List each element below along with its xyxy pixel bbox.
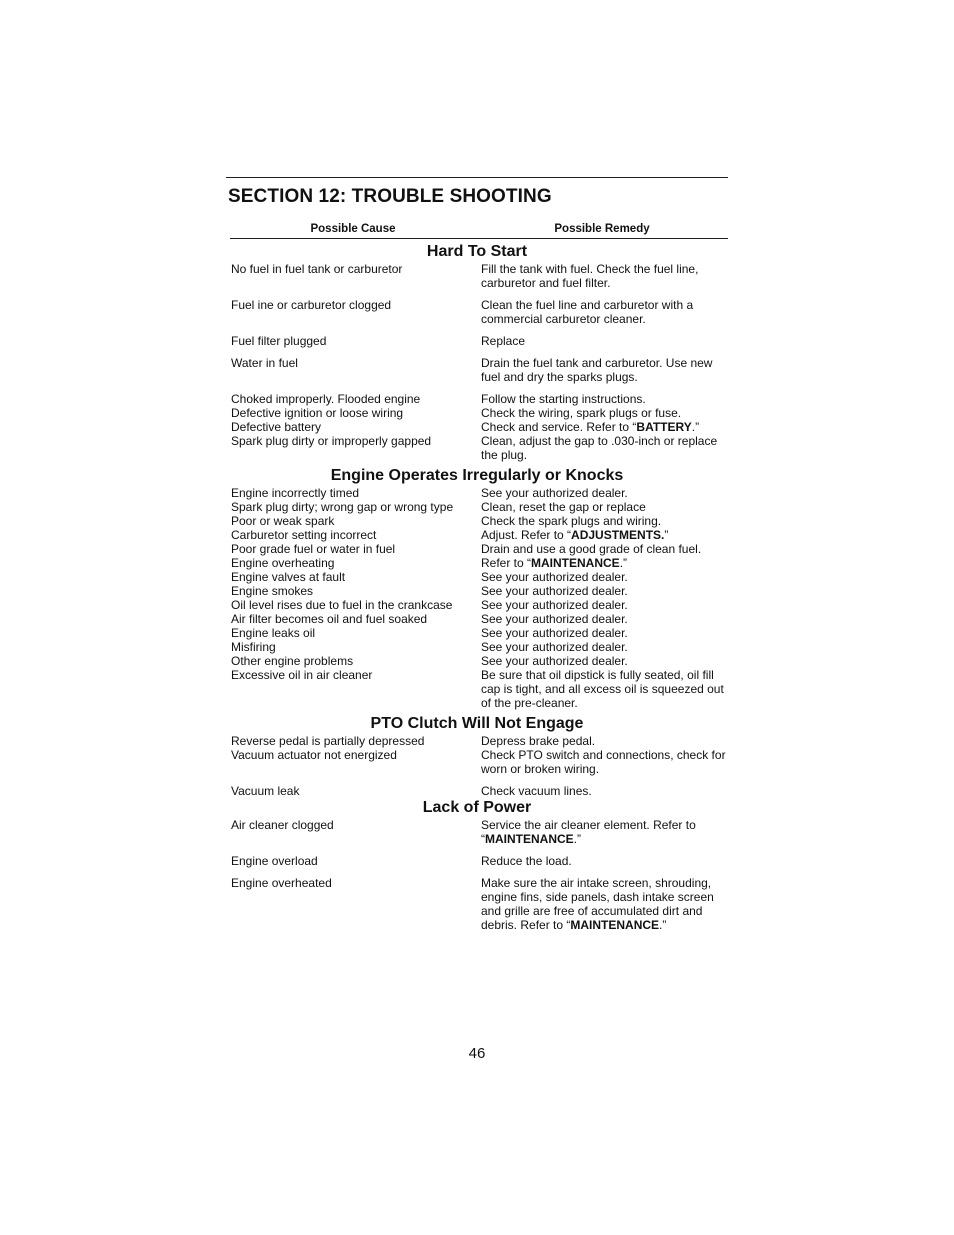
possible-cause: Engine overload <box>231 854 318 868</box>
table-row <box>231 528 728 542</box>
possible-remedy <box>481 612 727 626</box>
possible-remedy <box>481 434 727 462</box>
remedy-text: Clean, adjust the gap to .030-inch or replace the plug. <box>481 434 718 462</box>
table-row <box>231 654 728 668</box>
remedy-text: .” <box>659 918 667 932</box>
column-headers <box>230 222 728 239</box>
table-row <box>231 420 728 434</box>
group-rows <box>231 262 728 462</box>
possible-remedy <box>481 420 727 434</box>
possible-remedy <box>481 262 727 290</box>
remedy-reference: ADJUSTMENTS. <box>571 528 665 542</box>
possible-cause: Fuel filter plugged <box>231 334 327 348</box>
remedy-text: .” <box>691 420 700 434</box>
possible-cause: Air filter becomes oil and fuel soaked <box>231 612 428 626</box>
remedy-text: ” <box>664 528 669 542</box>
table-row <box>231 598 728 612</box>
possible-cause: Choked improperly. Flooded engine <box>231 392 421 406</box>
table-row <box>231 570 728 584</box>
possible-remedy <box>481 598 727 612</box>
possible-remedy <box>481 298 727 326</box>
possible-cause: Misfiring <box>231 640 276 654</box>
remedy-text: See your authorized dealer. <box>481 598 628 612</box>
table-row <box>231 612 728 626</box>
possible-remedy <box>481 668 727 710</box>
remedy-text: .” <box>619 556 628 570</box>
remedy-text: Check and service. Refer to “ <box>481 420 637 434</box>
possible-cause: Vacuum actuator not energized <box>231 748 397 762</box>
group-title: Lack of Power <box>422 799 532 816</box>
remedy-text: Fill the tank with fuel. Check the fuel line, carburetor and fuel filter. <box>481 262 699 290</box>
remedy-column-header: Possible Remedy <box>554 223 650 235</box>
table-row <box>231 876 728 932</box>
troubleshooting-groups <box>226 242 728 932</box>
group-rows <box>231 486 728 710</box>
remedy-text: Service the air cleaner element. Refer to “ <box>481 818 696 846</box>
possible-remedy <box>481 640 727 654</box>
remedy-text: Follow the starting instructions. <box>481 392 646 406</box>
table-row <box>231 298 728 326</box>
possible-cause: Reverse pedal is partially depressed <box>231 734 425 748</box>
manual-page <box>226 177 728 932</box>
remedy-text: Check PTO switch and connections, check for worn or broken wiring. <box>481 748 726 776</box>
possible-remedy <box>481 570 727 584</box>
table-row <box>231 334 728 348</box>
table-row <box>231 542 728 556</box>
possible-cause: Engine leaks oil <box>231 626 316 640</box>
top-rule <box>226 177 728 178</box>
remedy-reference: BATTERY <box>636 420 692 434</box>
table-row <box>231 500 728 514</box>
section-title: SECTION 12: TROUBLE SHOOTING <box>228 186 552 207</box>
possible-remedy <box>481 486 727 500</box>
table-row <box>231 818 728 846</box>
group-title: PTO Clutch Will Not Engage <box>370 715 584 732</box>
remedy-text: Clean, reset the gap or replace <box>481 500 646 514</box>
table-row <box>231 262 728 290</box>
table-row <box>231 584 728 598</box>
table-row <box>231 514 728 528</box>
possible-cause: Water in fuel <box>231 356 298 370</box>
possible-cause: Defective ignition or loose wiring <box>231 406 404 420</box>
table-row <box>231 784 728 798</box>
remedy-text: Reduce the load. <box>481 854 572 868</box>
possible-remedy <box>481 654 727 668</box>
possible-cause: Spark plug dirty or improperly gapped <box>231 434 432 448</box>
possible-remedy <box>481 818 727 846</box>
table-row <box>231 854 728 868</box>
remedy-reference: MAINTENANCE <box>570 918 660 932</box>
possible-cause: Engine smokes <box>231 584 314 598</box>
possible-cause: Defective battery <box>231 420 322 434</box>
possible-remedy <box>481 876 727 932</box>
table-row <box>231 668 728 710</box>
table-row <box>231 748 728 776</box>
possible-remedy <box>481 356 727 384</box>
possible-remedy <box>481 784 727 798</box>
possible-cause: Excessive oil in air cleaner <box>231 668 373 682</box>
remedy-text: See your authorized dealer. <box>481 612 628 626</box>
possible-cause: Fuel ine or carburetor clogged <box>231 298 392 312</box>
remedy-text: Check the spark plugs and wiring. <box>481 514 662 528</box>
possible-remedy <box>481 748 727 776</box>
possible-cause: Spark plug dirty; wrong gap or wrong type <box>231 500 454 514</box>
possible-remedy <box>481 500 727 514</box>
remedy-text: Check the wiring, spark plugs or fuse. <box>481 406 682 420</box>
remedy-text: See your authorized dealer. <box>481 626 628 640</box>
table-row <box>231 626 728 640</box>
possible-cause: Vacuum leak <box>231 784 300 798</box>
remedy-text: Drain the fuel tank and carburetor. Use new fuel and dry the sparks plugs. <box>481 356 713 384</box>
table-row <box>231 434 728 462</box>
remedy-text: Replace <box>481 334 526 348</box>
page-number: 46 <box>468 1045 486 1062</box>
table-row <box>231 392 728 406</box>
possible-cause: Air cleaner clogged <box>231 818 334 832</box>
possible-cause: Engine incorrectly timed <box>231 486 360 500</box>
remedy-text: Be sure that oil dipstick is fully seated, oil fill cap is tight, and all excess oil is squeezed out of the pre-cleaner. <box>481 668 724 710</box>
possible-cause: Carburetor setting incorrect <box>231 528 377 542</box>
remedy-text: Clean the fuel line and carburetor with a commercial carburetor cleaner. <box>481 298 694 326</box>
group-title: Engine Operates Irregularly or Knocks <box>330 467 624 484</box>
table-row <box>231 406 728 420</box>
possible-remedy <box>481 514 727 528</box>
group-title: Hard To Start <box>426 243 528 260</box>
table-row <box>231 640 728 654</box>
group-rows <box>231 734 728 798</box>
possible-cause: Oil level rises due to fuel in the crankcase <box>231 598 453 612</box>
remedy-text: .” <box>573 832 582 846</box>
cause-column-header: Possible Cause <box>310 223 396 235</box>
table-row <box>231 734 728 748</box>
possible-cause: Other engine problems <box>231 654 354 668</box>
remedy-text: Refer to “ <box>481 556 532 570</box>
possible-cause: No fuel in fuel tank or carburetor <box>231 262 403 276</box>
table-row <box>231 486 728 500</box>
remedy-text: See your authorized dealer. <box>481 486 628 500</box>
possible-remedy <box>481 406 727 420</box>
possible-remedy <box>481 542 727 556</box>
remedy-text: See your authorized dealer. <box>481 654 628 668</box>
possible-cause: Engine overheated <box>231 876 332 890</box>
possible-remedy <box>481 528 727 542</box>
remedy-text: See your authorized dealer. <box>481 570 628 584</box>
possible-remedy <box>481 584 727 598</box>
remedy-text: Depress brake pedal. <box>481 734 596 748</box>
remedy-text: See your authorized dealer. <box>481 584 628 598</box>
possible-remedy <box>481 734 727 748</box>
possible-cause: Poor or weak spark <box>231 514 335 528</box>
possible-remedy <box>481 392 727 406</box>
possible-cause: Engine overheating <box>231 556 335 570</box>
possible-remedy <box>481 626 727 640</box>
possible-cause: Poor grade fuel or water in fuel <box>231 542 396 556</box>
remedy-text: Make sure the air intake screen, shrouding, engine fins, side panels, dash intake screen and grille are free of accumulated dirt and debris. Refer to “ <box>481 876 714 932</box>
remedy-reference: MAINTENANCE <box>531 556 620 570</box>
possible-cause: Engine valves at fault <box>231 570 346 584</box>
remedy-text: See your authorized dealer. <box>481 640 628 654</box>
possible-remedy <box>481 334 727 348</box>
possible-remedy <box>481 854 727 868</box>
remedy-text: Drain and use a good grade of clean fuel. <box>481 542 702 556</box>
remedy-reference: MAINTENANCE <box>485 832 574 846</box>
table-row <box>231 556 728 570</box>
remedy-text: Check vacuum lines. <box>481 784 592 798</box>
possible-remedy <box>481 556 727 570</box>
remedy-text: Adjust. Refer to “ <box>481 528 572 542</box>
group-rows <box>231 818 728 932</box>
table-row <box>231 356 728 384</box>
